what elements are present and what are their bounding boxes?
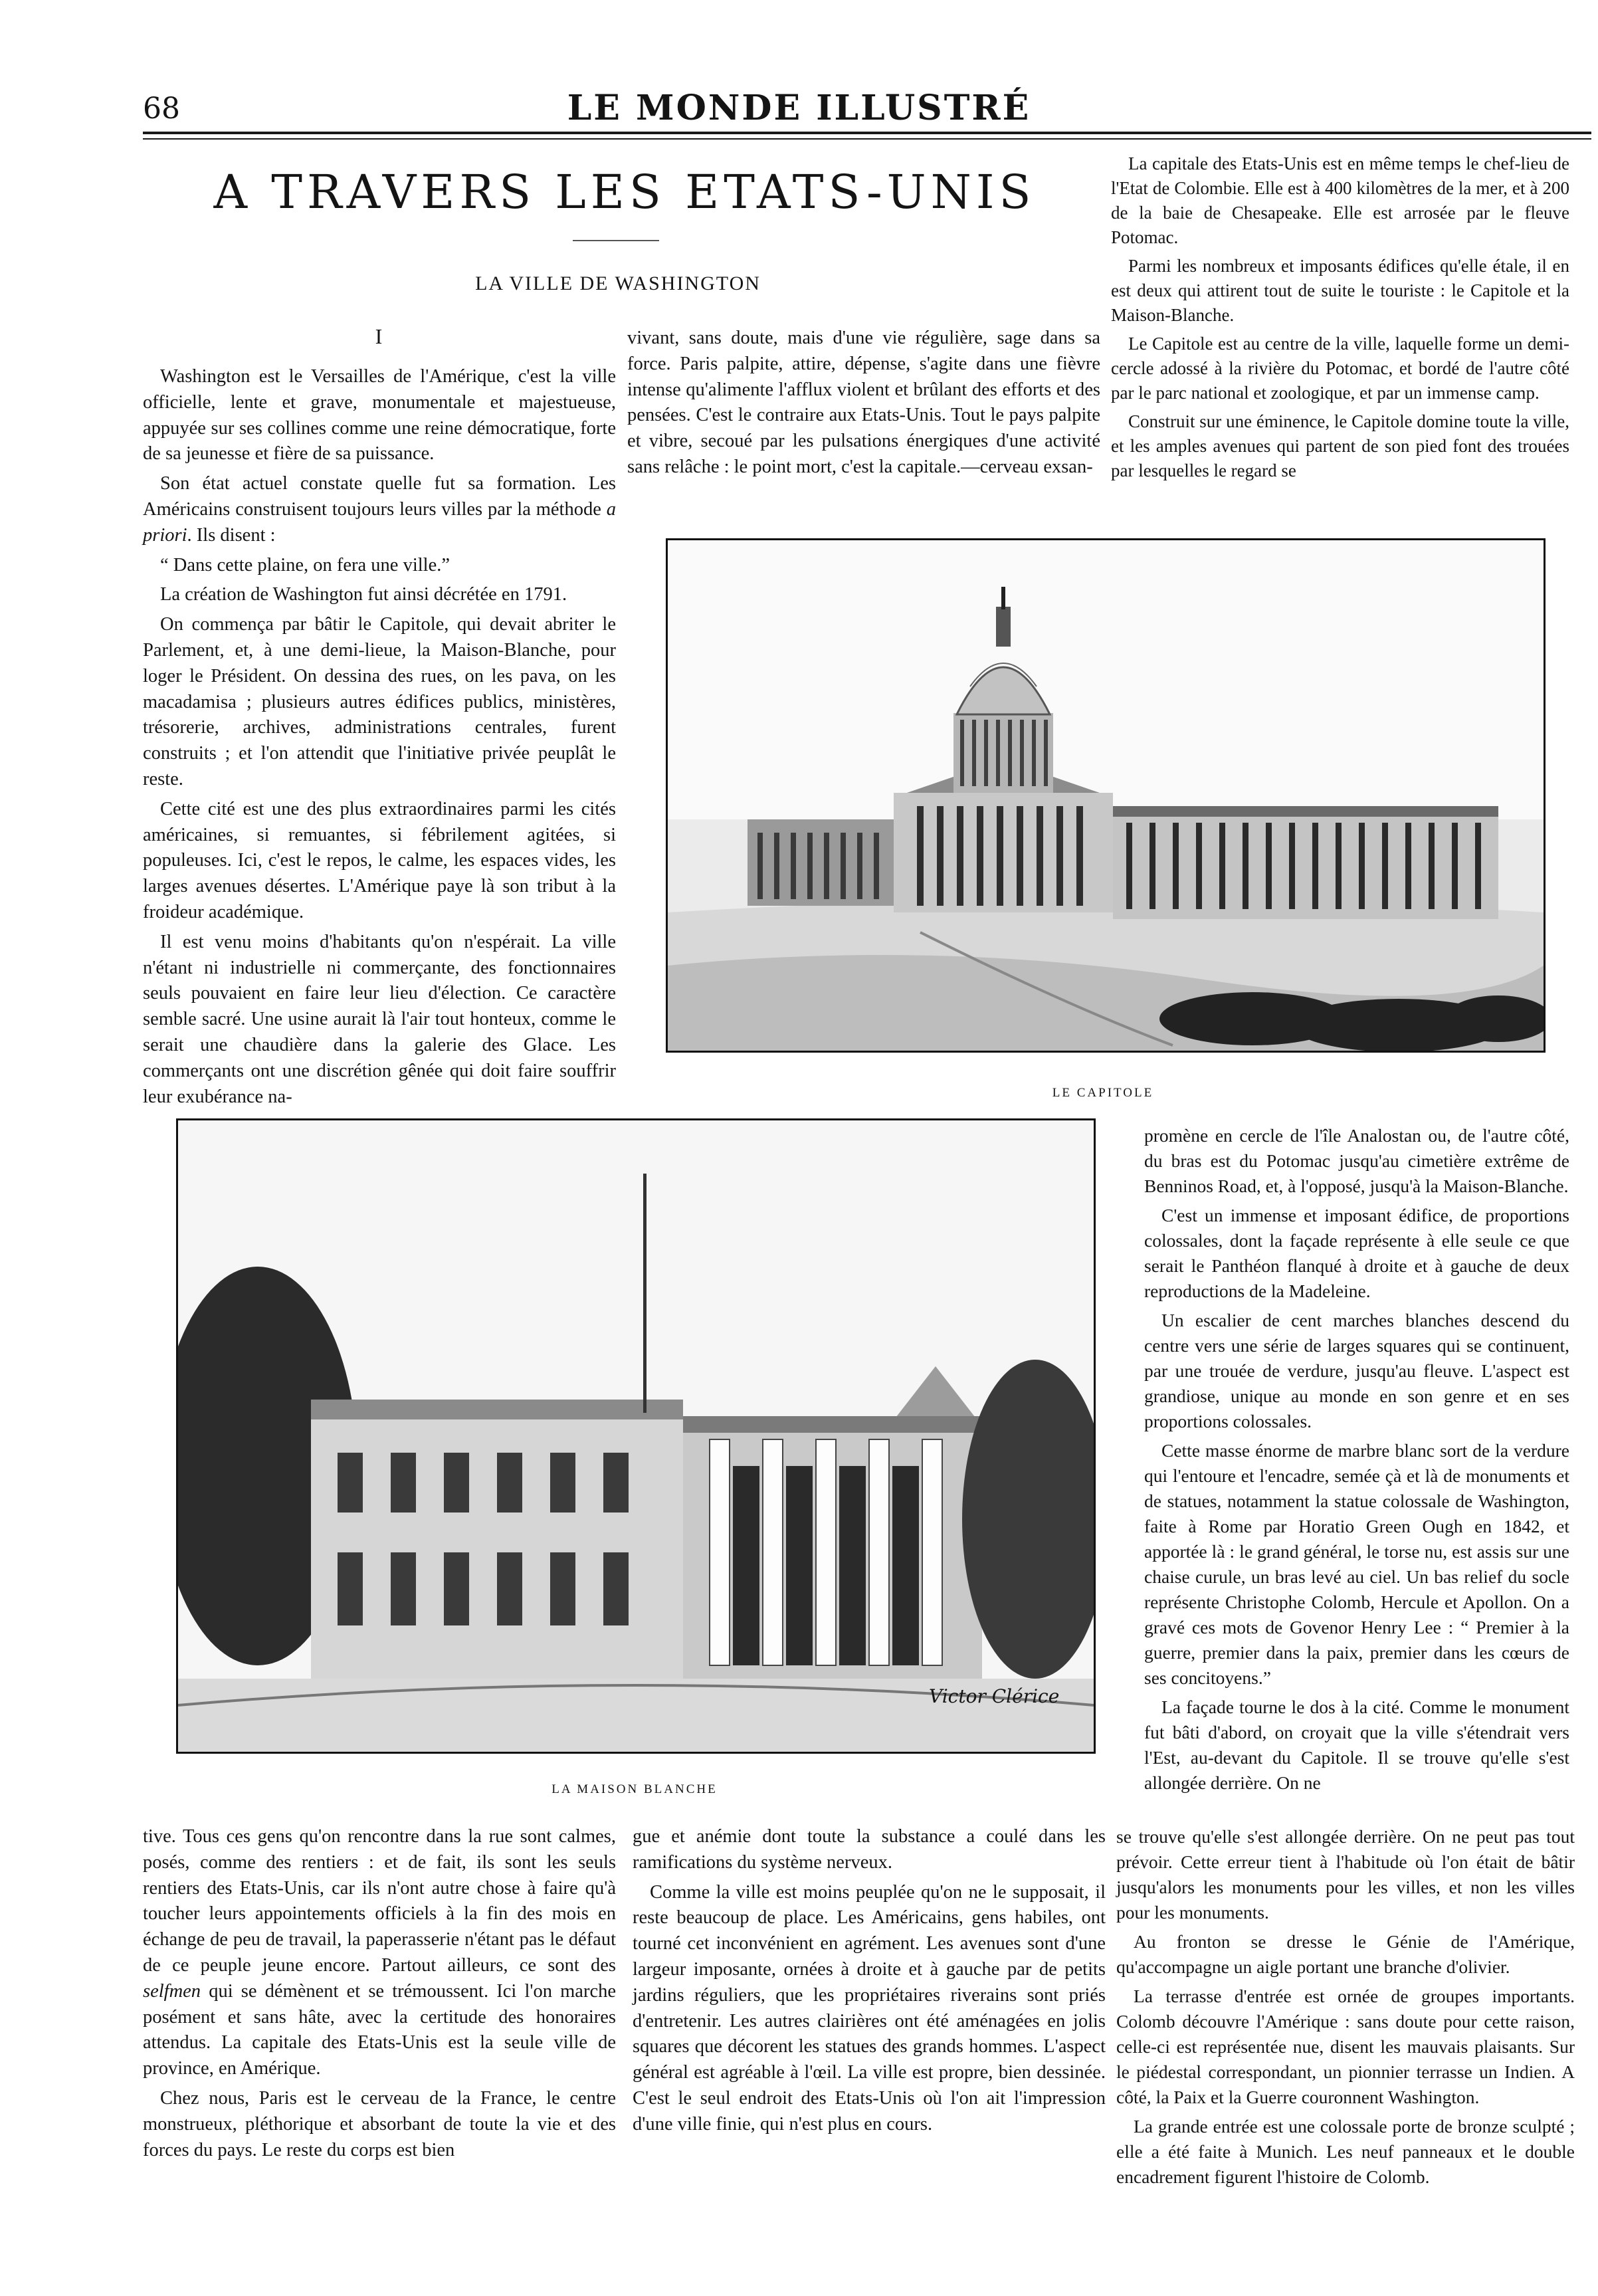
capitol-caption: LE CAPITOLE <box>1052 1086 1154 1100</box>
paragraph: Un escalier de cent marches blanches descend du centre vers une série de larges squares qui se continuent, par une trouée de verdure, jusqu'au fleuve. L'aspect est grandiose, unique au monde en son genre et en ses proportions colossales. <box>1144 1310 1569 1431</box>
page-number: 68 <box>143 92 180 126</box>
paragraph: La capitale des Etats-Unis est en même temps le chef-lieu de l'Etat de Colombie. Elle est à 400 kilomètres de la mer, et à 200 de la baie de Chesapeake. Elle est arrosée par le fleuve Potomac. <box>1111 154 1569 247</box>
paragraph: La grande entrée est une colossale porte de bronze sculpté ; elle a été faite à Munich. Les neuf panneaux et le double encadrement figurent l'histoire de Colomb. <box>1116 2116 1575 2187</box>
paragraph: Comme la ville est moins peuplée qu'on ne le supposait, il reste beaucoup de place. Les Américains, gens habiles, ont tourné cet inconvénient en agrément. Les avenues sont d'une largeur imposante, ornées à droite et à gauche par de petits jardins réguliers, que les propriétaires riverains sont priés d'entretenir. Les autres clairières ont été aménagées en jolis squares que décorent les statues des grands hommes. L'aspect général est agréable à l'œil. La ville est propre, bien dessinée. C'est le seul endroit des Etats-Unis où l'on ait l'impression d'une ville finie, qui n'est plus en cours. <box>633 1881 1106 2135</box>
title-divider <box>573 240 659 241</box>
white-house-caption: LA MAISON BLANCHE <box>551 1782 718 1796</box>
column-top-left <box>143 364 616 1114</box>
paragraph: La terrasse d'entrée est ornée de groupes importants. Colomb découvre l'Amérique : sans doute pour cette raison, celle-ci est représentée nue, disent les mauvais plaisants. Sur le piédestal correspondant, un pionnier terrasse un Indien. A côté, la Paix et la Guerre couronnent Washington. <box>1116 1986 1575 2107</box>
paragraph: Le Capitole est au centre de la ville, laquelle forme un demi-cercle adossé à la rivière du Potomac, et bordé de l'autre côté par le parc national et zoologique, et par un immense camp. <box>1111 334 1569 403</box>
column-bottom-middle <box>633 1824 1106 2142</box>
paragraph: promène en cercle de l'île Analostan ou, de l'autre côté, du bras est du Potomac jusqu'au cimetière extrême de Benninos Road, et, à l'opposé, jusqu'à la Maison-Blanche. <box>1144 1125 1569 1196</box>
paragraph: Cette cité est une des plus extraordinaires parmi les cités américaines, si remuantes, si fébrilement agitées, si populeuses. Ici, c'est le repos, le calme, les espaces vides, les larges avenues désertes. L'Amérique paye là son tribut à la froideur académique. <box>143 798 616 922</box>
paragraph: tive. Tous ces gens qu'on rencontre dans la rue sont calmes, posés, comme des rentiers : et de fait, ils sont les seuls rentiers des Etats-Unis, car ils n'ont autre chose à faire qu'à toucher leurs appointements officiels à la fin des mois en échange de peu de travail, la paperasserie n'étant pas le défaut de ce peuple jeune encore. Partout ailleurs, ce sont des selfmen qui se démènent et se trémoussent. Ici l'on marche posément et sans hâte, avec la certitude des honoraires attendus. La capitale des Etats-Unis est la seule ville de province, en Amérique. <box>143 1826 617 2079</box>
paragraph: vivant, sans doute, mais d'une vie régulière, sage dans sa force. Paris palpite, attire, dépense, s'agite dans une fièvre intense qu'alimente l'afflux violent et brûlant des efforts et des pensées. C'est le contraire aux Etats-Unis. Tout le pays palpite et vibre, secoué par les pulsations énergiques d'une activité sans relâche : le point mort, c'est la capitale.—cerveau exsan- <box>627 328 1100 477</box>
column-top-right <box>1111 152 1569 487</box>
english-word: selfmen <box>143 1980 201 2002</box>
column-bottom-right <box>1116 1824 1575 2194</box>
paragraph: se trouve qu'elle s'est allongée derrière. On ne peut pas tout prévoir. Cette erreur tient à l'habitude où l'on était de bâtir jusqu'alors les monuments pour les villes, et non les villes pour les monuments. <box>1116 1826 1575 1923</box>
article-title: A TRAVERS LES ETATS-UNIS <box>213 165 1036 219</box>
column-right-middle <box>1144 1123 1569 1800</box>
column-top-middle <box>627 326 1100 484</box>
paragraph: Son état actuel constate quelle fut sa formation. Les Américains construisent toujours leurs villes par la méthode a priori. Ils disent : <box>143 473 616 546</box>
paragraph: Parmi les nombreux et imposants édifices qu'elle étale, il en est deux qui attirent tout de suite le touriste : le Capitole et la Maison-Blanche. <box>1111 256 1569 325</box>
paragraph: Cette masse énorme de marbre blanc sort de la verdure qui l'entoure et l'encadre, semée çà et là de monuments et de statues, notamment la statue colossale de Washington, faite à Rome par Horatio Green Ough en 1842, et apportée là : le grand général, le torse nu, est assis sur une chaise curule, un bras levé au ciel. Un bas relief du socle représente Christophe Colomb, Hercule et Apollon. On a gravé ces mots de Govenor Henry Lee : “ Premier à la guerre, premier dans la paix, premier dans les cœurs de ses concitoyens.” <box>1144 1440 1569 1688</box>
paragraph: Il est venu moins d'habitants qu'on n'espérait. La ville n'étant ni industrielle ni commerçante, des fonctionnaires seuls pouvaient en faire leur lieu d'élection. Ce caractère semble sacré. Une usine aurait là l'air tout honteux, comme le serait une chaudière dans la galerie des Glace. Les commerçants ont une discrétion gênée qui doit faire souffrir leur exubérance na- <box>143 931 616 1107</box>
paragraph: Chez nous, Paris est le cerveau de la France, le centre monstrueux, pléthorique et absorbant de toute la vie et des forces du pays. Le reste du corps est bien <box>143 2087 616 2160</box>
paragraph: La création de Washington fut ainsi décrétée en 1791. <box>160 584 567 605</box>
latin-phrase: a priori <box>143 498 616 546</box>
paragraph: On commença par bâtir le Capitole, qui devait abriter le Parlement, et, à une demi-lieue, la Maison-Blanche, pour loger le Président. On dessina des rues, on les pava, on les macadamisa ; plusieurs autres édifices publics, ministères, trésorerie, archives, administrations centrales, furent construits ; et l'on attendit que l'initiative privée peuplât le reste. <box>143 614 616 789</box>
paragraph: C'est un immense et imposant édifice, de proportions colossales, dont la façade représente à elle seule ce que serait le Panthéon flanqué à droite et à gauche de deux reproductions de la Madeleine. <box>1144 1205 1569 1301</box>
paragraph: Au fronton se dresse le Génie de l'Amérique, qu'accompagne un aigle portant une branche d'olivier. <box>1116 1931 1575 1977</box>
paragraph: La façade tourne le dos à la cité. Comme le monument fut bâti d'abord, on croyait que la ville s'étendrait vers l'Est, au-devant du Capitole. Il se trouve qu'elle s'est allongée derrière. On ne <box>1144 1697 1569 1793</box>
header-rule <box>143 132 1591 134</box>
white-house-illustration <box>176 1118 1096 1754</box>
journal-title: LE MONDE ILLUSTRÉ <box>567 88 1031 128</box>
paragraph: Construit sur une éminence, le Capitole domine toute la ville, et les amples avenues qui partent de son pied font des trouées par lesquelles le regard se <box>1111 411 1569 480</box>
paragraph: Washington est le Versailles de l'Amérique, c'est la ville officielle, lente et grave, monumentale et majestueuse, appuyée sur ses collines comme une reine démocratique, forte de sa jeunesse et fière de sa puissance. <box>143 366 616 465</box>
artist-signature: Victor Clérice <box>929 1685 1060 1707</box>
paragraph: gue et anémie dont toute la substance a coulé dans les ramifications du système nerveux. <box>633 1826 1106 1873</box>
column-bottom-left <box>143 1824 616 2167</box>
paragraph: “ Dans cette plaine, on fera une ville.” <box>160 554 450 575</box>
section-number: I <box>375 324 383 348</box>
capitol-illustration <box>666 538 1546 1053</box>
header-rule-thin <box>143 138 1591 140</box>
article-subtitle: LA VILLE DE WASHINGTON <box>475 272 761 294</box>
